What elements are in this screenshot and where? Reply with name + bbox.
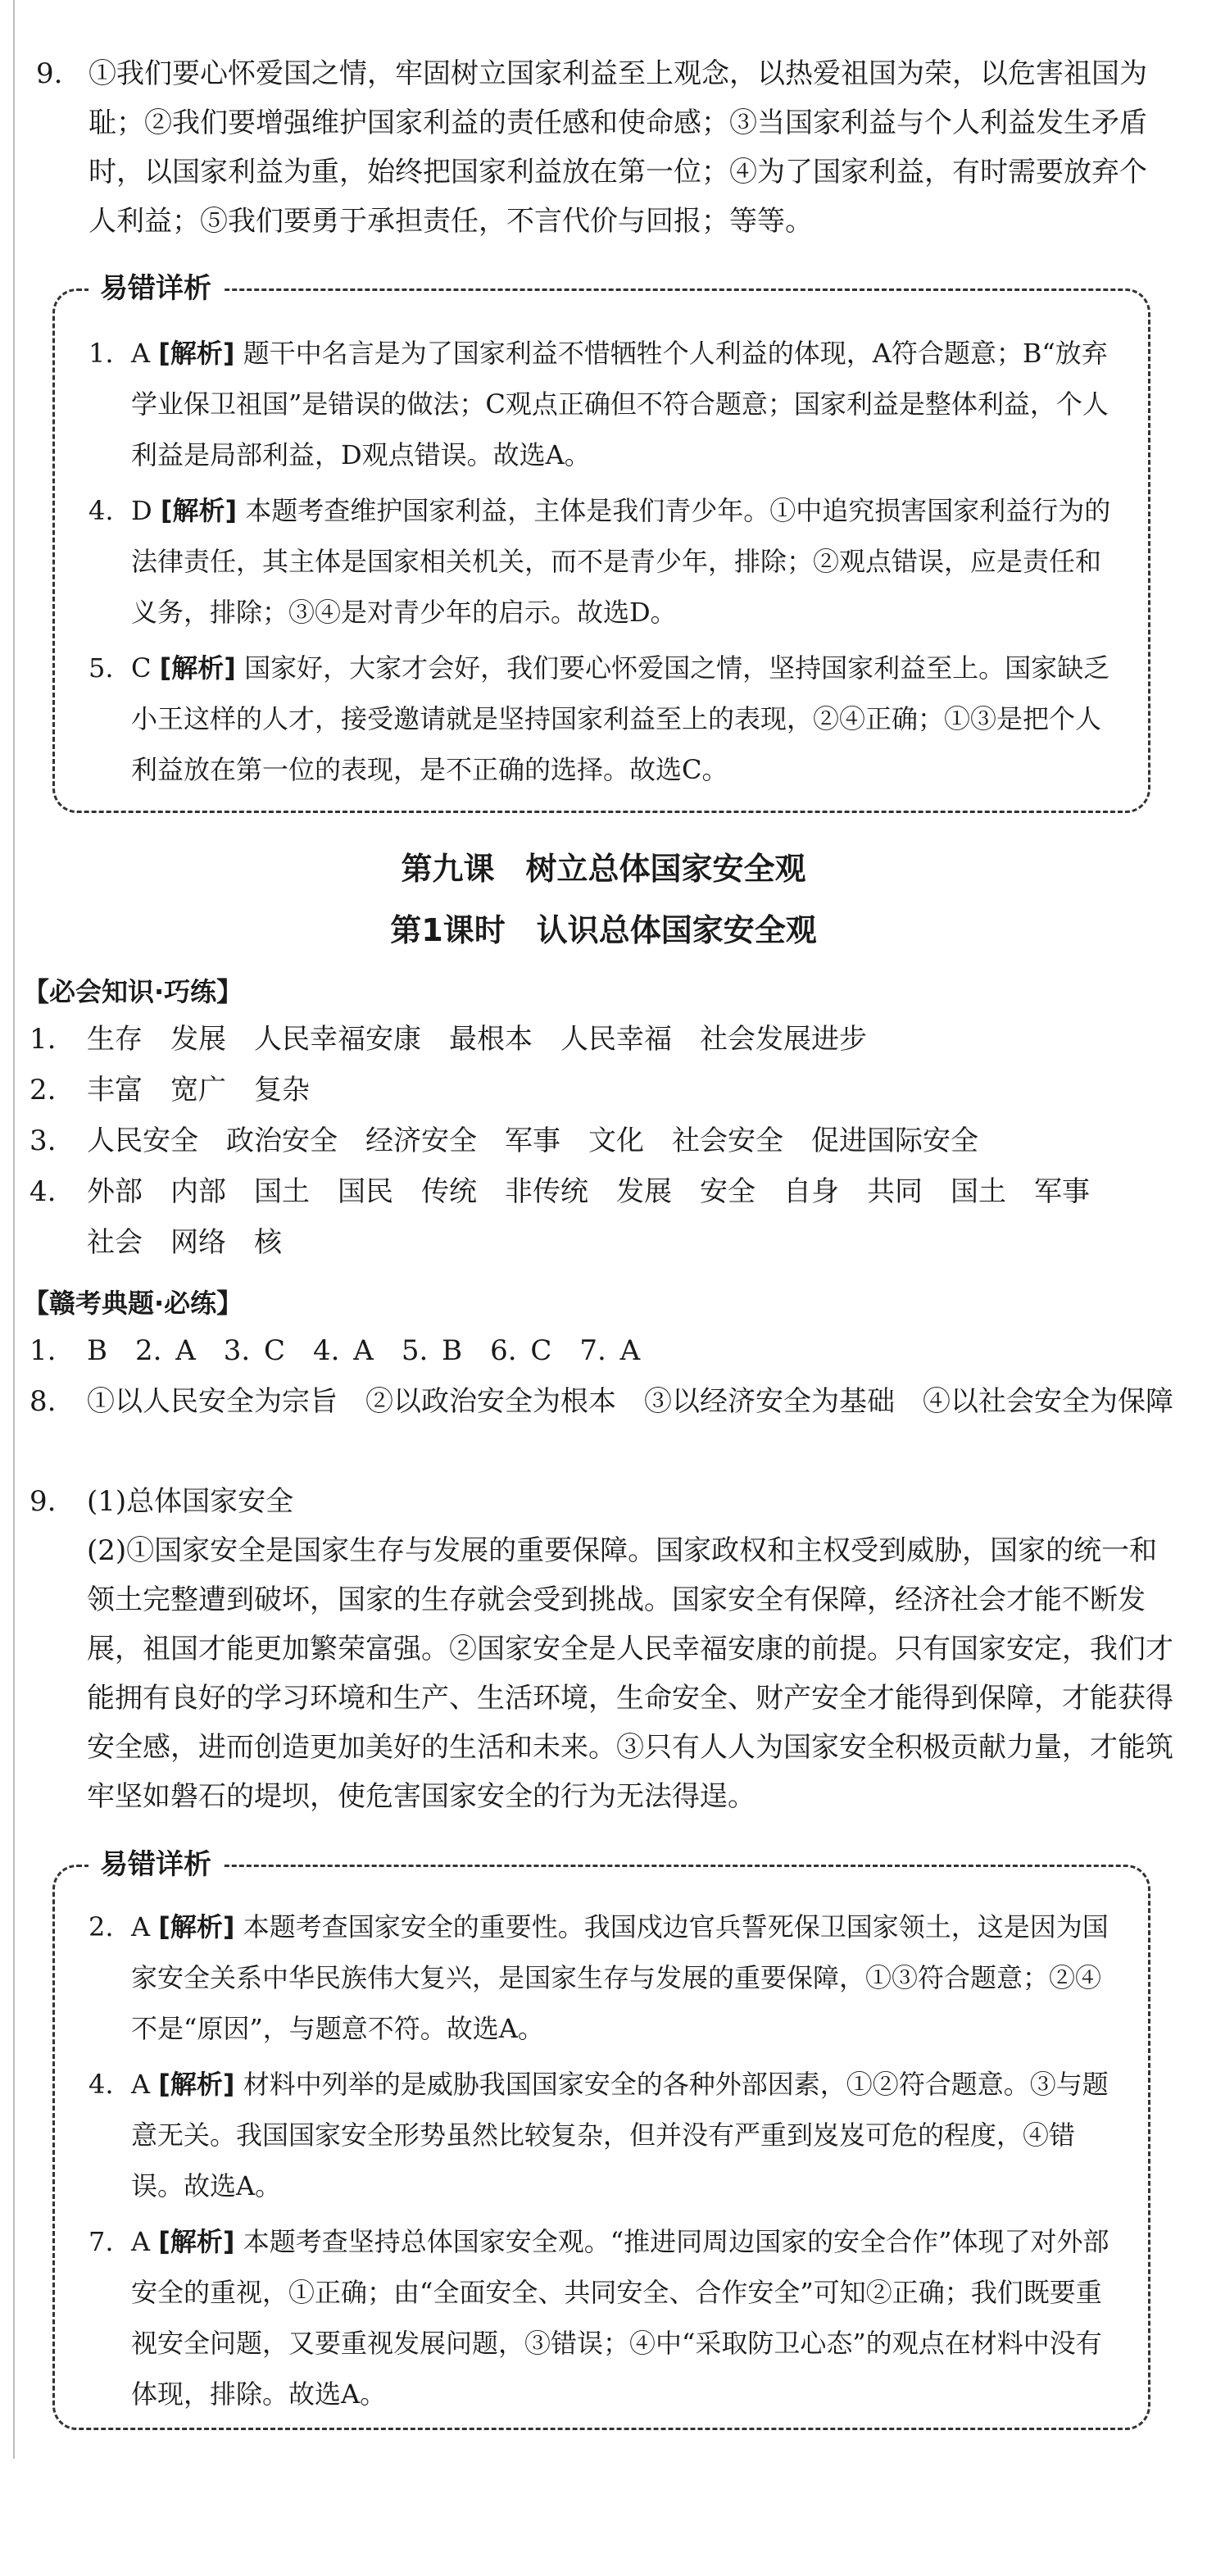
line-number: 9. <box>29 1485 57 1518</box>
box-title: 易错详析 <box>88 270 223 307</box>
item-text: 本题考查维护国家利益，主体是我们青少年。①中追究损害国家利益行为的法律责任，其主体是国家相关机关，而不是青少年，排除；②观点错误，应是责任和义务，排除；③④是对青少年的启示。故选D。 <box>131 495 1111 628</box>
line-text: 社会 网络 核 <box>87 1226 282 1259</box>
item-number: 5. <box>88 652 114 684</box>
answer-line <box>29 1015 1177 1064</box>
answer-line <box>29 1218 1177 1267</box>
item-text: 本题考查坚持总体国家安全观。“推进同周边国家的安全合作”体现了对外部安全的重视，①正确；由“全面安全、共同安全、合作安全”可知②正确；我们既要重视安全问题，又要重视发展问题，③错误；④中“采取防卫心态”的观点在材料中没有体现，排除。故选A。 <box>131 2226 1109 2410</box>
analysis-item <box>88 328 1121 480</box>
line-number: 2. <box>29 1074 57 1106</box>
answer-text: ①我们要心怀爱国之情，牢固树立国家利益至上观念，以热爱祖国为荣，以危害祖国为耻；②我们要增强维护国家利益的责任感和使命感；③当国家利益与个人利益发生矛盾时，以国家利益为重，始终把国家利益放在第一位；④为了国家利益，有时需要放弃个人利益；⑤我们要勇于承担责任，不言代价与回报；等等。 <box>88 57 1147 238</box>
analysis-tag: [解析] <box>158 2069 235 2100</box>
line-text: ①以人民安全为宗旨 ②以政治安全为根本 ③以经济安全为基础 ④以社会安全为保障 <box>87 1385 1173 1418</box>
item-number: 7. <box>88 2226 114 2257</box>
item-number: 4. <box>88 495 114 526</box>
line-text: 人民安全 政治安全 经济安全 军事 文化 社会安全 促进国际安全 <box>87 1124 978 1157</box>
margin-rule <box>13 0 15 2459</box>
line-text: (1)总体国家安全 <box>87 1485 294 1518</box>
analysis-item <box>88 2216 1121 2419</box>
item-number: 2. <box>88 1911 114 1942</box>
line-text: (2)①国家安全是国家生存与发展的重要保障。国家政权和主权受到威胁，国家的统一和领土完整遭到破坏，国家的生存就会受到挑战。国家安全有保障，经济社会才能不断发展，祖国才能更加繁荣富强。②国家安全是人民幸福安康的前提。只有国家安定，我们才能拥有良好的学习环境和生产、生活环境，生命安全、财产安全才能得到保障，才能获得安全感，进而创造更加美好的生活和未来。③只有人人为国家安全积极贡献力量，才能筑牢坚如磐石的堤坝，使危害国家安全的行为无法得逞。 <box>87 1534 1173 1813</box>
item-answer: D <box>131 495 152 526</box>
analysis-tag: [解析] <box>160 495 238 526</box>
item-answer: C <box>131 652 152 684</box>
line-number: 3. <box>29 1124 57 1157</box>
period-title: 第1课时 认识总体国家安全观 <box>390 912 817 948</box>
item-answer: A <box>131 2069 151 2100</box>
analysis-item <box>88 643 1121 795</box>
line-text: 生存 发展 人民幸福安康 最根本 人民幸福 社会发展进步 <box>87 1023 867 1056</box>
line-number: 1. <box>29 1334 57 1367</box>
section-heading: 【必会知识·巧练】 <box>23 976 243 1007</box>
item-answer: A <box>131 2226 151 2257</box>
answer-line <box>29 1167 1177 1216</box>
item-number: 1. <box>88 338 114 369</box>
answer-line <box>29 1065 1177 1115</box>
item-text: 材料中列举的是威胁我国国家安全的各种外部因素，①②符合题意。③与题意无关。我国国家安全形势虽然比较复杂，但并没有严重到岌岌可危的程度，④错误。故选A。 <box>131 2069 1109 2201</box>
analysis-tag: [解析] <box>158 2226 235 2257</box>
line-text: B 2. A 3. C 4. A 5. B 6. C 7. A <box>87 1334 641 1367</box>
analysis-tag: [解析] <box>158 1911 235 1942</box>
line-text: 丰富 宽广 复杂 <box>87 1074 310 1106</box>
item-text: 题干中名言是为了国家利益不惜牺牲个人利益的体现，A符合题意；B“放弃学业保卫祖国”是错误的做法；C观点正确但不符合题意；国家利益是整体利益，个人利益是局部利益，D观点错误。故选A。 <box>131 338 1109 470</box>
line-number: 1. <box>29 1023 57 1056</box>
item-text: 国家好，大家才会好，我们要心怀爱国之情，坚持国家利益至上。国家缺乏小王这样的人才，接受邀请就是坚持国家利益至上的表现，②④正确；①③是把个人利益放在第一位的表现，是不正确的选择。故选C。 <box>131 652 1110 785</box>
item-number: 4. <box>88 2069 114 2100</box>
answer-line <box>29 1116 1177 1165</box>
lesson-title: 第九课 树立总体国家安全观 <box>401 851 806 887</box>
answer-line <box>29 1477 1177 1821</box>
line-text: 外部 内部 国土 国民 传统 非传统 发展 安全 自身 共同 国土 军事 <box>87 1175 1090 1208</box>
box-title: 易错详析 <box>88 1847 223 1883</box>
analysis-tag: [解析] <box>158 338 235 369</box>
question-9-answer <box>36 49 1171 246</box>
analysis-item <box>88 485 1121 638</box>
analysis-tag: [解析] <box>159 652 236 684</box>
section-heading: 【赣考典题·必练】 <box>23 1288 243 1319</box>
item-text: 本题考查国家安全的重要性。我国戍边官兵誓死保卫国家领土，这是因为国家安全关系中华民族伟大复兴，是国家生存与发展的重要保障，①③符合题意；②④不是“原因”，与题意不符。故选A。 <box>131 1911 1109 2044</box>
line-number: 4. <box>29 1175 57 1208</box>
analysis-item <box>88 2059 1121 2211</box>
question-number: 9. <box>36 57 63 90</box>
analysis-item <box>88 1901 1121 2054</box>
line-number: 8. <box>29 1385 57 1418</box>
answer-line <box>29 1377 1177 1426</box>
answer-line <box>29 1326 1177 1375</box>
item-answer: A <box>131 338 151 369</box>
item-answer: A <box>131 1911 151 1942</box>
